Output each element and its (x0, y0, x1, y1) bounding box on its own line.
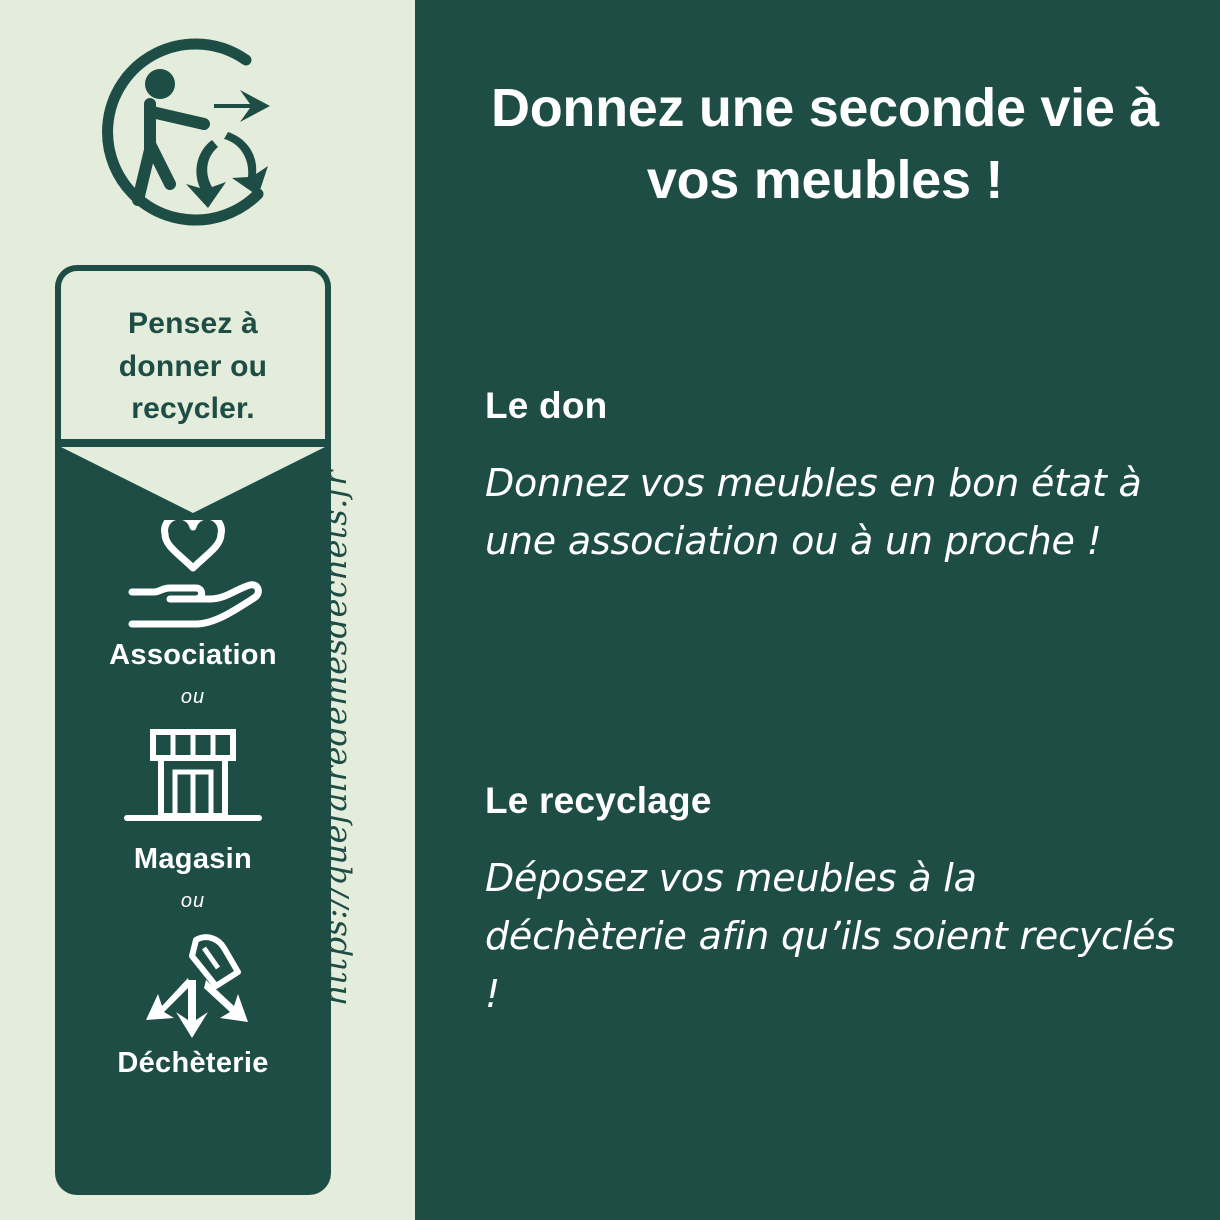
hand-heart-icon (55, 515, 331, 635)
list-item[interactable] (55, 719, 331, 876)
options-card (55, 265, 331, 1195)
badge-label: Pensez à donner ou recycler. (118, 307, 268, 426)
list-item-label: Magasin (133, 843, 253, 875)
person-recycling-icon (88, 32, 303, 232)
waste-collection-center-icon (55, 923, 331, 1043)
list-item[interactable] (55, 923, 331, 1080)
right-panel (415, 0, 1220, 1220)
website-url[interactable]: https://quefairedemesdechets.fr (316, 470, 354, 1006)
options-list (55, 515, 331, 1080)
left-panel (0, 0, 415, 1220)
list-item-label: Association (109, 639, 277, 671)
page-title: Donnez une seconde vie à vos meubles ! (491, 78, 1159, 211)
section-title: Le recyclage (485, 780, 712, 821)
store-icon (55, 719, 331, 839)
list-item[interactable] (55, 515, 331, 672)
separator-ou-2: ou (180, 890, 206, 912)
section-body: Donnez vos meubles en bon état à une association ou à un proche ! (485, 461, 1142, 563)
badge-point-shape (61, 447, 325, 513)
section-title: Le don (485, 385, 608, 426)
section-le-recyclage (485, 780, 1185, 1023)
badge-pensez-a-donner (61, 271, 325, 439)
list-item-label: Déchèterie (117, 1047, 269, 1079)
section-le-don (485, 385, 1185, 571)
separator-ou-1: ou (180, 686, 206, 708)
section-body: Déposez vos meubles à la déchèterie afin qu’ils soient recyclés ! (485, 856, 1175, 1016)
